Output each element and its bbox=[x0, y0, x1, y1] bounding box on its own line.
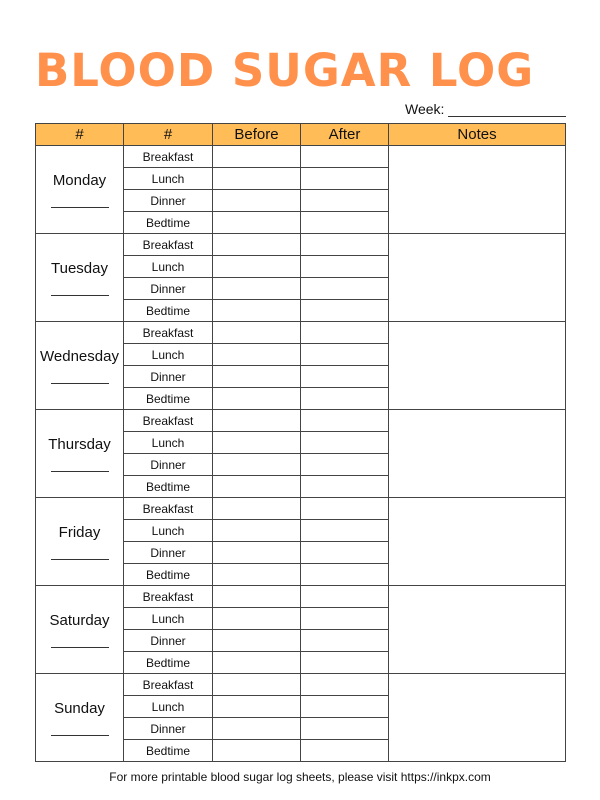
meal-label: Breakfast bbox=[124, 410, 213, 432]
meal-label: Breakfast bbox=[124, 586, 213, 608]
after-cell[interactable] bbox=[301, 696, 389, 718]
after-cell[interactable] bbox=[301, 146, 389, 168]
notes-cell[interactable] bbox=[389, 674, 566, 762]
day-label: Tuesday bbox=[51, 259, 108, 277]
meal-label: Dinner bbox=[124, 190, 213, 212]
day-label: Sunday bbox=[54, 699, 105, 717]
meal-label: Dinner bbox=[124, 542, 213, 564]
before-cell[interactable] bbox=[213, 652, 301, 674]
notes-cell[interactable] bbox=[389, 586, 566, 674]
date-blank-line[interactable] bbox=[51, 647, 109, 648]
date-blank-line[interactable] bbox=[51, 559, 109, 560]
notes-cell[interactable] bbox=[389, 498, 566, 586]
before-cell[interactable] bbox=[213, 740, 301, 762]
after-cell[interactable] bbox=[301, 630, 389, 652]
before-cell[interactable] bbox=[213, 476, 301, 498]
header-notes: Notes bbox=[389, 124, 566, 146]
before-cell[interactable] bbox=[213, 168, 301, 190]
before-cell[interactable] bbox=[213, 432, 301, 454]
before-cell[interactable] bbox=[213, 212, 301, 234]
table-row bbox=[36, 234, 566, 256]
table-row bbox=[36, 498, 566, 520]
date-blank-line[interactable] bbox=[51, 471, 109, 472]
week-label: Week: bbox=[405, 101, 445, 117]
before-cell[interactable] bbox=[213, 454, 301, 476]
date-blank-line[interactable] bbox=[51, 295, 109, 296]
date-blank-line[interactable] bbox=[51, 735, 109, 736]
notes-cell[interactable] bbox=[389, 146, 566, 234]
day-label: Thursday bbox=[48, 435, 111, 453]
before-cell[interactable] bbox=[213, 300, 301, 322]
before-cell[interactable] bbox=[213, 718, 301, 740]
before-cell[interactable] bbox=[213, 366, 301, 388]
after-cell[interactable] bbox=[301, 740, 389, 762]
meal-label: Lunch bbox=[124, 344, 213, 366]
meal-label: Dinner bbox=[124, 278, 213, 300]
before-cell[interactable] bbox=[213, 344, 301, 366]
day-label: Saturday bbox=[49, 611, 110, 629]
day-label: Friday bbox=[58, 523, 101, 541]
day-cell bbox=[36, 234, 124, 322]
header-after: After bbox=[301, 124, 389, 146]
after-cell[interactable] bbox=[301, 388, 389, 410]
after-cell[interactable] bbox=[301, 520, 389, 542]
after-cell[interactable] bbox=[301, 718, 389, 740]
meal-label: Breakfast bbox=[124, 234, 213, 256]
after-cell[interactable] bbox=[301, 432, 389, 454]
week-field bbox=[405, 101, 566, 117]
before-cell[interactable] bbox=[213, 388, 301, 410]
day-cell bbox=[36, 410, 124, 498]
notes-cell[interactable] bbox=[389, 410, 566, 498]
meal-label: Bedtime bbox=[124, 212, 213, 234]
table-row bbox=[36, 410, 566, 432]
meal-label: Lunch bbox=[124, 520, 213, 542]
before-cell[interactable] bbox=[213, 542, 301, 564]
notes-cell[interactable] bbox=[389, 322, 566, 410]
day-cell bbox=[36, 674, 124, 762]
meal-label: Bedtime bbox=[124, 652, 213, 674]
before-cell[interactable] bbox=[213, 322, 301, 344]
meal-label: Dinner bbox=[124, 366, 213, 388]
before-cell[interactable] bbox=[213, 278, 301, 300]
after-cell[interactable] bbox=[301, 454, 389, 476]
before-cell[interactable] bbox=[213, 520, 301, 542]
table-row bbox=[36, 586, 566, 608]
after-cell[interactable] bbox=[301, 674, 389, 696]
notes-cell[interactable] bbox=[389, 234, 566, 322]
header-day: # bbox=[36, 124, 124, 146]
meal-label: Lunch bbox=[124, 696, 213, 718]
before-cell[interactable] bbox=[213, 696, 301, 718]
after-cell[interactable] bbox=[301, 476, 389, 498]
date-blank-line[interactable] bbox=[51, 383, 109, 384]
meal-label: Dinner bbox=[124, 454, 213, 476]
day-label: Wednesday bbox=[40, 347, 119, 365]
after-cell[interactable] bbox=[301, 278, 389, 300]
after-cell[interactable] bbox=[301, 322, 389, 344]
meal-label: Bedtime bbox=[124, 388, 213, 410]
after-cell[interactable] bbox=[301, 586, 389, 608]
header-row bbox=[36, 124, 566, 146]
table-row bbox=[36, 146, 566, 168]
meal-label: Bedtime bbox=[124, 564, 213, 586]
before-cell[interactable] bbox=[213, 630, 301, 652]
meal-label: Breakfast bbox=[124, 322, 213, 344]
before-cell[interactable] bbox=[213, 674, 301, 696]
header-before: Before bbox=[213, 124, 301, 146]
before-cell[interactable] bbox=[213, 586, 301, 608]
after-cell[interactable] bbox=[301, 564, 389, 586]
after-cell[interactable] bbox=[301, 498, 389, 520]
meal-label: Bedtime bbox=[124, 300, 213, 322]
page-title: BLOOD SUGAR LOG bbox=[35, 44, 535, 97]
log-table bbox=[35, 123, 566, 762]
before-cell[interactable] bbox=[213, 608, 301, 630]
header-meal: # bbox=[124, 124, 213, 146]
meal-label: Dinner bbox=[124, 718, 213, 740]
footer-text: For more printable blood sugar log sheets, please visit https://inkpx.com bbox=[109, 770, 491, 784]
after-cell[interactable] bbox=[301, 234, 389, 256]
after-cell[interactable] bbox=[301, 256, 389, 278]
after-cell[interactable] bbox=[301, 652, 389, 674]
date-blank-line[interactable] bbox=[51, 207, 109, 208]
meal-label: Breakfast bbox=[124, 498, 213, 520]
before-cell[interactable] bbox=[213, 410, 301, 432]
day-cell bbox=[36, 498, 124, 586]
after-cell[interactable] bbox=[301, 608, 389, 630]
table-row bbox=[36, 674, 566, 696]
before-cell[interactable] bbox=[213, 146, 301, 168]
meal-label: Lunch bbox=[124, 256, 213, 278]
after-cell[interactable] bbox=[301, 410, 389, 432]
day-cell bbox=[36, 322, 124, 410]
day-label: Monday bbox=[52, 171, 107, 189]
meal-label: Bedtime bbox=[124, 476, 213, 498]
before-cell[interactable] bbox=[213, 498, 301, 520]
day-cell bbox=[36, 586, 124, 674]
after-cell[interactable] bbox=[301, 190, 389, 212]
meal-label: Lunch bbox=[124, 168, 213, 190]
meal-label: Bedtime bbox=[124, 740, 213, 762]
meal-label: Lunch bbox=[124, 432, 213, 454]
before-cell[interactable] bbox=[213, 256, 301, 278]
day-cell bbox=[36, 146, 124, 234]
after-cell[interactable] bbox=[301, 542, 389, 564]
after-cell[interactable] bbox=[301, 212, 389, 234]
before-cell[interactable] bbox=[213, 234, 301, 256]
after-cell[interactable] bbox=[301, 366, 389, 388]
meal-label: Lunch bbox=[124, 608, 213, 630]
meal-label: Breakfast bbox=[124, 146, 213, 168]
before-cell[interactable] bbox=[213, 564, 301, 586]
after-cell[interactable] bbox=[301, 168, 389, 190]
week-blank-line[interactable] bbox=[448, 102, 566, 117]
meal-label: Breakfast bbox=[124, 674, 213, 696]
after-cell[interactable] bbox=[301, 344, 389, 366]
before-cell[interactable] bbox=[213, 190, 301, 212]
after-cell[interactable] bbox=[301, 300, 389, 322]
table-row bbox=[36, 322, 566, 344]
meal-label: Dinner bbox=[124, 630, 213, 652]
